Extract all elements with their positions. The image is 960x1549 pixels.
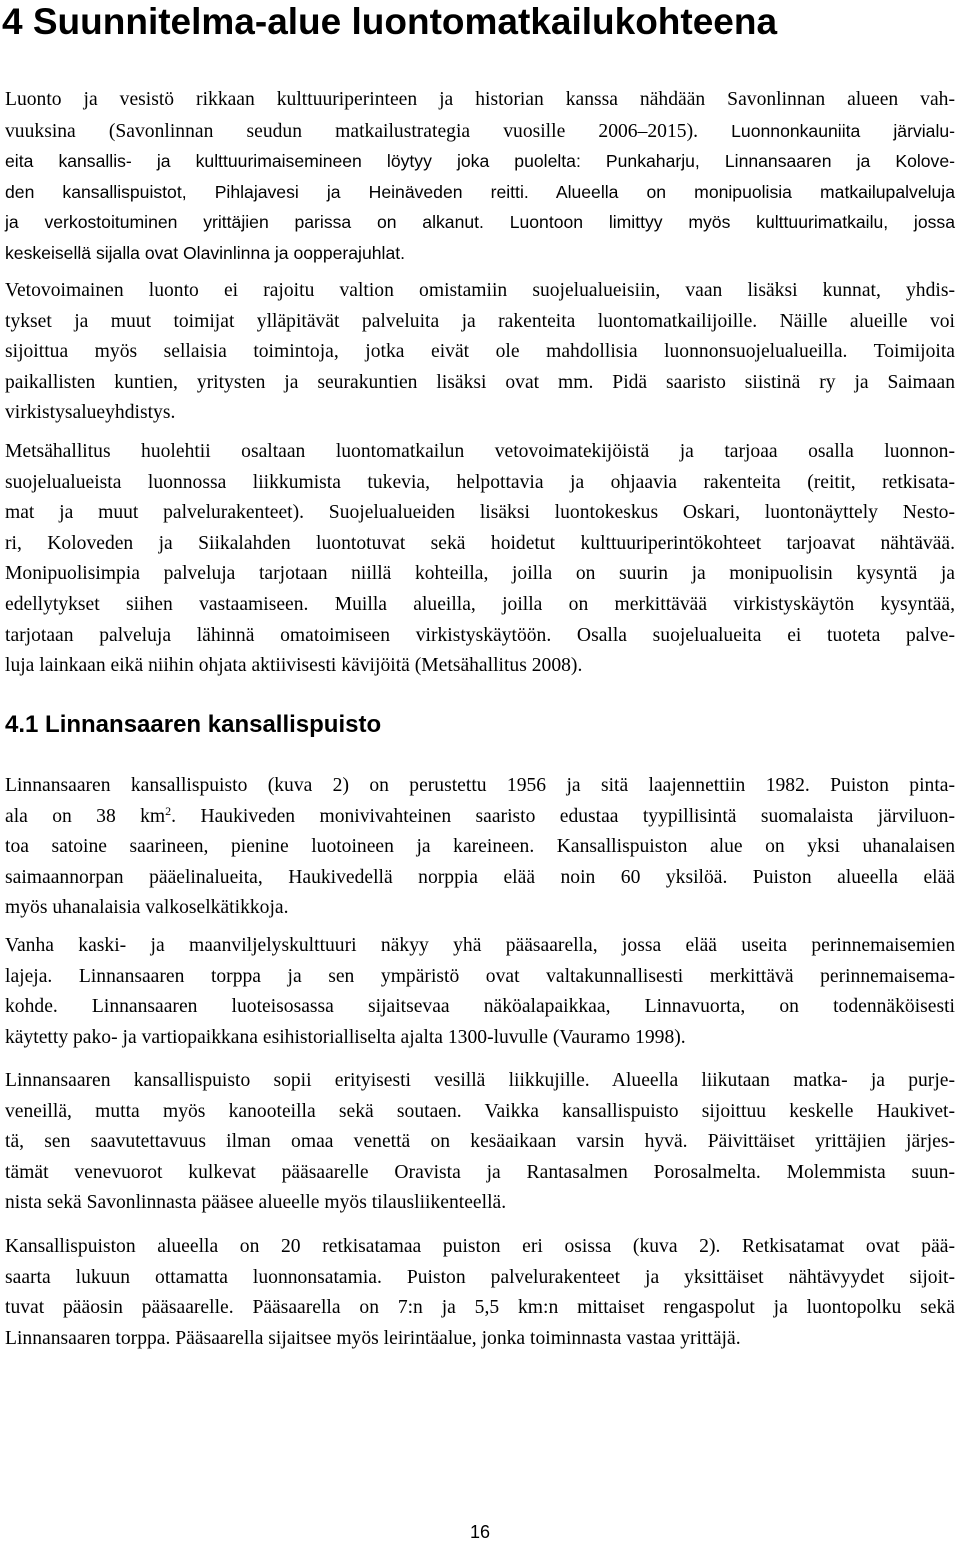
- text-line: mat ja muut palvelurakenteet). Suojelualueiden lisäksi luontokeskus Oskari, luontonäyttely Nesto-: [5, 502, 955, 524]
- text-line: lajeja. Linnansaaren torppa ja sen ympäristö ovat valtakunnallisesti merkittävä perinnemaisema-: [5, 965, 955, 987]
- page-number: 16: [469, 1522, 491, 1542]
- text-line: kohde. Linnansaaren luoteisosassa sijaitsevaa näköalapaikkaa, Linnavuorta, on todennäköisesti: [5, 996, 955, 1018]
- paragraph-4: [5, 771, 955, 924]
- text-line: veneillä, mutta myös kanooteilla sekä soutaen. Vaikka kansallispuisto sijoittuu keskelle Haukivet-: [5, 1100, 955, 1122]
- text-line: edellytykset siihen vastaamiseen. Muilla alueilla, joilla on merkittävää virkistyskäytön kysyntää,: [5, 593, 955, 615]
- text-line: Linnansaaren torppa. Pääsaarella sijaitsee myös leirintäalue, jonka toiminnasta vastaa yrittäjä.: [5, 1327, 741, 1349]
- text-line: suojelualueista luonnossa liikkumista tukevia, helpottavia ja ohjaavia rakenteita (reitit, retkisata-: [5, 471, 955, 493]
- text-line: tarjotaan palveluja lähinnä omatoimiseen virkistyskäytöön. Osalla suojelualueita ei tuoteta palve-: [5, 624, 955, 646]
- text-line: käytetty pako- ja vartiopaikkana esihistorialliselta ajalta 1300-luvulle (Vauramo 1998).: [5, 1026, 686, 1048]
- text-line: ala on 38 $km^2$. Haukiveden monivivahteinen saaristo edustaa tyypillisintä suomalaista järviluon-: [5, 803, 955, 827]
- text-line: Metsähallitus huolehtii osaltaan luontomatkailun vetovoimatekijöistä ja tarjoaa osalla luonnon-: [5, 441, 955, 462]
- text-line: myös uhanalaisia valkoselkätikkoja.: [5, 897, 289, 919]
- paragraph-5: [5, 931, 955, 1053]
- text-line: tämät venevuorot kulkevat pääsaarelle Oravista ja Rantasalmen Porosalmelta. Molemmista suun-: [5, 1161, 955, 1183]
- paragraph-2: [5, 276, 955, 429]
- text-line: ja verkostoituminen yrittäjien parissa on alkanut. Luontoon limittyy myös kulttuurimatkailu, jossa: [5, 212, 955, 233]
- paragraph-7: [5, 1232, 955, 1354]
- text-line: eita kansallis- ja kulttuurimaisemineen löytyy joka puolelta: Punkaharju, Linnansaaren ja Kolove-: [5, 151, 955, 172]
- text-line: tykset ja muut toimijat ylläpitävät palveluita ja rakenteita luontomatkailijoille. Näille alueille voi: [5, 310, 955, 332]
- text-line: toa satoine saarineen, pienine luotoineen ja kareineen. Kansallispuiston alue on yksi uhanalaisen: [5, 836, 955, 858]
- text-line: saarta lukuun ottamatta luonnonsatamia. Puiston palvelurakenteet ja yksittäiset nähtävyydet sijoit-: [5, 1266, 955, 1288]
- text-line: luja lainkaan eikä niihin ohjata aktiivisesti kävijöitä (Metsähallitus 2008).: [5, 655, 583, 677]
- text-line: den kansallispuistot, Pihlajavesi ja Heinäveden reitti. Alueella on monipuolisia matkailupalveluja: [5, 181, 955, 202]
- text-line: keskeisellä sijalla ovat Olavinlinna ja oopperajuhlat.: [5, 242, 406, 263]
- text-line: paikallisten kuntien, yritysten ja seurakuntien lisäksi ovat mm. Pidä saaristo siistinä ry ja Saimaan: [5, 371, 955, 393]
- paragraph-3: [5, 437, 955, 682]
- text-line: sijoittua myös sellaisia toimintoja, jotka eivät ole mahdollisia luonnonsuojelualueilla. Toimijoita: [5, 341, 955, 363]
- text-line: Linnansaaren kansallispuisto sopii erityisesti vesillä liikkujille. Alueella liikutaan matka- ja purje-: [5, 1070, 955, 1091]
- text-line: tä, sen saavutettavuus ilman omaa venettä on kesäaikaan varsin hyvä. Päivittäiset yrittäjien järjes-: [5, 1131, 955, 1153]
- text-line: Vanha kaski- ja maanviljelyskulttuuri näkyy yhä pääsaarella, jossa elää useita perinnemaisemien: [5, 935, 955, 956]
- text-line: Vetovoimainen luonto ei rajoitu valtion omistamiin suojelualueisiin, vaan lisäksi kunnat, yhdis-: [5, 280, 955, 301]
- superscript: 2: [165, 803, 172, 818]
- text-line: Kansallispuiston alueella on 20 retkisatamaa puiston eri osissa (kuva 2). Retkisatamat ovat pää-: [5, 1236, 955, 1257]
- text-line: Linnansaaren kansallispuisto (kuva 2) on perustettu 1956 ja sitä laajennettiin 1982. Puiston pinta-: [5, 775, 955, 796]
- text-line: tuvat pääosin pääsaarelle. Pääsaarella on 7:n ja 5,5 km:n mittaiset rengaspolut ja luontopolku sekä: [5, 1297, 955, 1319]
- text-line: Luonto ja vesistö rikkaan kulttuuriperinteen ja historian kanssa nähdään Savonlinnan alueen vah-: [5, 89, 955, 110]
- section-heading: 4.1 Linnansaaren kansallispuisto: [5, 711, 382, 738]
- paragraph-1: [5, 85, 955, 269]
- paragraph-6: [5, 1066, 955, 1219]
- text-line: nista sekä Savonlinnasta pääsee alueelle myös tilausliikenteellä.: [5, 1192, 507, 1214]
- text-line: saimaannorpan pääelinalueita, Haukivedellä norppia elää noin 60 yksilöä. Puiston alueella elää: [5, 866, 955, 888]
- text-line: virkistysalueyhdistys.: [5, 402, 176, 424]
- text-line: Monipuolisimpia palveluja tarjotaan niillä kohteilla, joilla on suurin ja monipuolisin kysyntä ja: [5, 563, 955, 585]
- text-line: vuuksina (Savonlinnan seudun matkailustrategia vuosille 2006–2015). Luonnonkauniita järvialu-: [5, 120, 955, 142]
- text-line: ri, Koloveden ja Siikalahden luontotuvat sekä hoidetut kulttuuriperintökohteet tarjoavat nähtävää.: [5, 532, 955, 554]
- chapter-heading: 4 Suunnitelma-alue luontomatkailukohteena: [2, 1, 778, 42]
